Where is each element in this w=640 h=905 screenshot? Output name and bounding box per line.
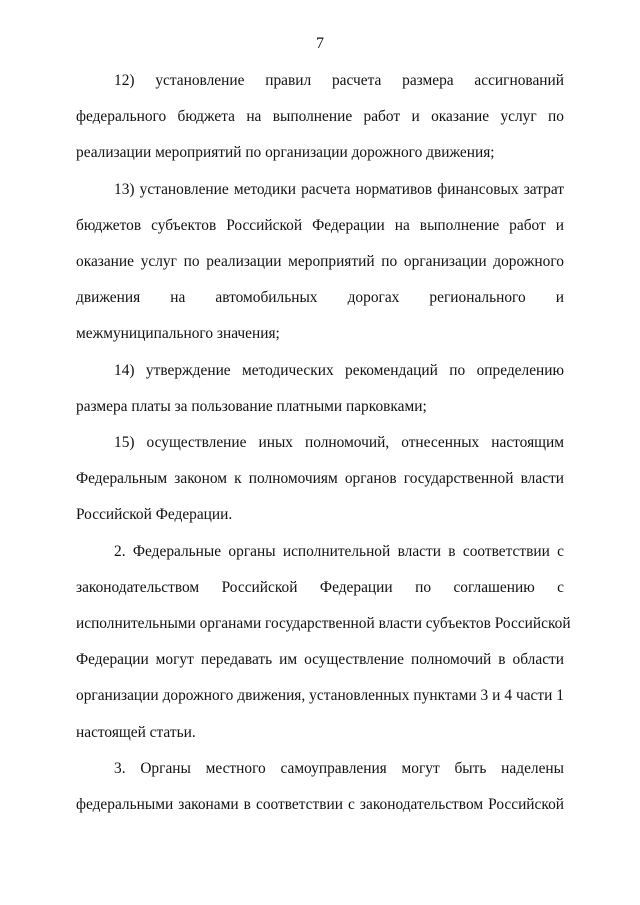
text-line: 13) установление методики расчета нормативов финансовых затрат [114, 180, 564, 198]
text-line: Федеральным законом к полномочиям органов государственной власти [76, 470, 564, 488]
text-line: федеральными законами в соответствии с законодательством Российской [76, 796, 564, 814]
text-line: 3. Органы местного самоуправления могут быть наделены [114, 759, 564, 777]
paragraph-item-13 [76, 172, 564, 353]
page-number: 7 [316, 35, 324, 52]
text-line: бюджетов субъектов Российской Федерации на выполнение работ и [76, 216, 564, 234]
text-line: 14) утверждение методических рекомендаций по определению [114, 361, 564, 379]
text-line: 15) осуществление иных полномочий, отнесенных настоящим [114, 434, 564, 452]
text-line: движения на автомобильных дорогах регионального и [76, 289, 564, 307]
text-line: реализации мероприятий по организации дорожного движения; [76, 144, 495, 162]
text-line: федерального бюджета на выполнение работ и оказание услуг по [76, 108, 564, 126]
text-line: законодательством Российской Федерации по соглашению с [76, 578, 564, 596]
paragraph-section-2 [76, 534, 571, 751]
paragraph-item-12 [76, 63, 564, 172]
text-line: настоящей статьи. [76, 723, 196, 741]
text-line: 2. Федеральные органы исполнительной власти в соответствии с [114, 542, 564, 560]
text-line: исполнительными органами государственной власти субъектов Российской [76, 615, 571, 633]
document-body [76, 63, 571, 823]
text-line: оказание услуг по реализации мероприятий по организации дорожного [76, 253, 564, 271]
paragraph-item-14 [76, 353, 564, 425]
paragraph-section-3 [76, 751, 564, 823]
text-line: Федерации могут передавать им осуществление полномочий в области [76, 651, 564, 669]
text-line: 12) установление правил расчета размера ассигнований [114, 72, 564, 89]
text-line: размера платы за пользование платными парковками; [76, 397, 427, 415]
paragraph-item-15 [76, 425, 564, 534]
text-line: межмуниципального значения; [76, 325, 280, 343]
text-line: Российской Федерации. [76, 506, 233, 524]
text-line: организации дорожного движения, установленных пунктами 3 и 4 части 1 [76, 687, 564, 705]
